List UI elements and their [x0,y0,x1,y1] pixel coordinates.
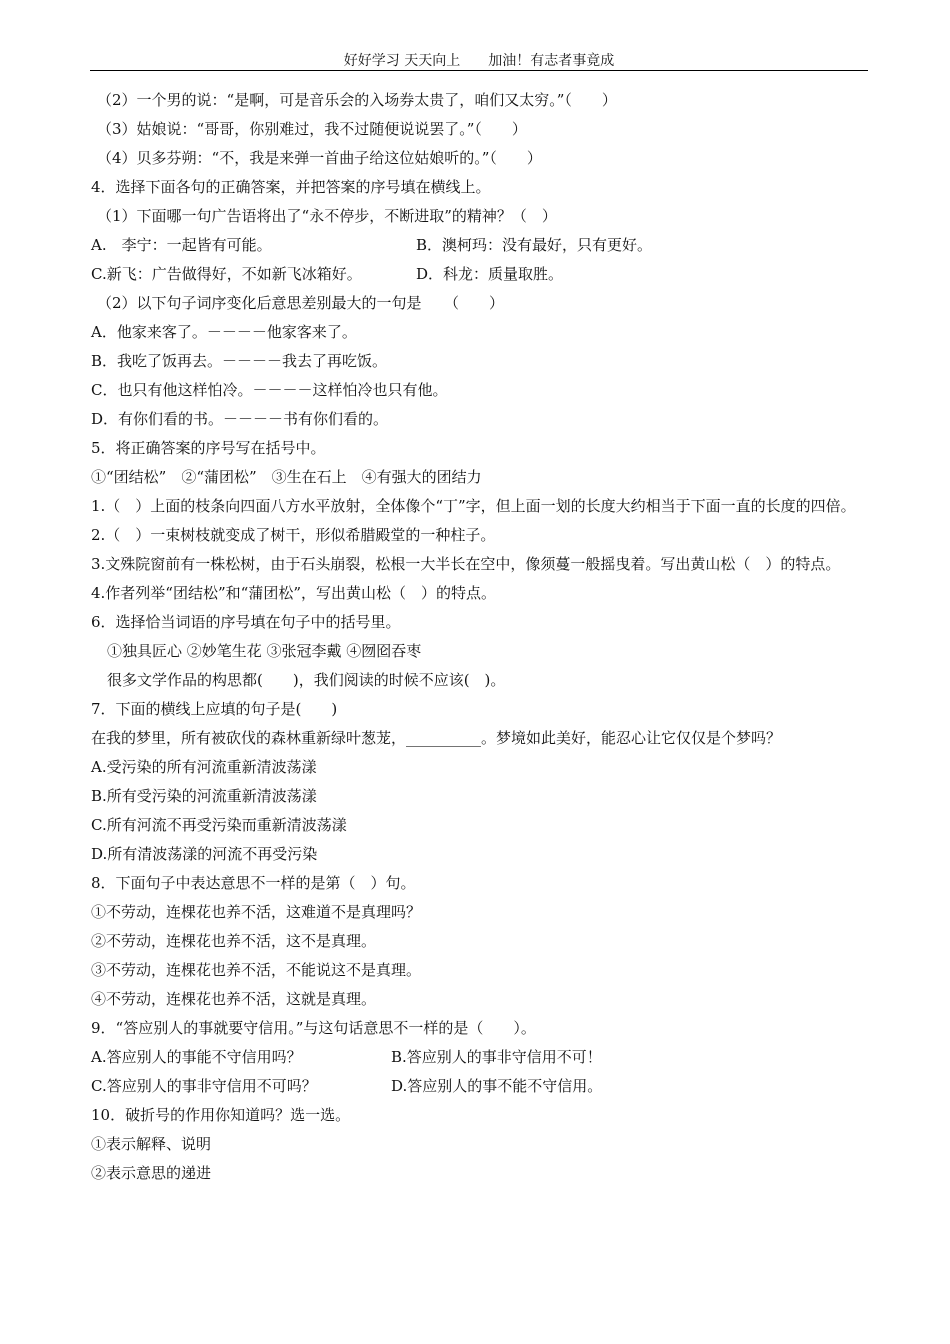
q7-option-c: C.所有河流不再受污染而重新清波荡漾 [91,816,347,834]
q9-option-c: C.答应别人的事非守信用不可吗？ [91,1077,317,1095]
q4-sub1: （1）下面哪一句广告语将出了“永不停步，不断进取”的精神？（ ） [97,207,557,225]
q4-sub2-option-a: A．他家来客了。－－－－他家客来了。 [91,323,357,341]
q9-options-ab [91,1043,869,1072]
option-c: C.新飞：广告做得好，不如新飞冰箱好。 [91,265,362,283]
q7-option-b: B.所有受污染的河流重新清波荡漾 [91,787,317,805]
q7-option-a: A.受污染的所有河流重新清波荡漾 [91,758,317,776]
q9-heading: 9．“答应别人的事就要守信用。”与这句话意思不一样的是（ ）。 [91,1019,536,1037]
q6-heading: 6．选择恰当词语的序号填在句子中的括号里。 [91,613,401,631]
q4-sub2-option-c: C．也只有他这样怕冷。－－－－这样怕冷也只有他。 [91,381,448,399]
q9-option-b: B.答应别人的事非守信用不可！ [391,1048,602,1066]
q8-sentence-4: ④不劳动，连棵花也养不活，这就是真理。 [91,990,377,1008]
header-text: 好好学习 天天向上 加油！有志者事竟成 [343,53,615,69]
q4-sub2: （2）以下句子词序变化后意思差别最大的一句是 （ ） [97,294,505,312]
option-a: A. 李宁：一起皆有可能。 [91,236,272,254]
q9-option-a: A.答应别人的事能不守信用吗？ [91,1048,302,1066]
q3-item-4: （4）贝多芬朔：“不，我是来弹一首曲子给这位姑娘听的。”（ ） [97,149,542,167]
q4-heading: 4．选择下面各句的正确答案，并把答案的序号填在横线上。 [91,178,491,196]
q5-choices: ①“团结松” ②“蒲团松” ③生在石上 ④有强大的团结力 [91,468,482,486]
option-d: D．科龙：质量取胜。 [416,265,564,283]
q9-option-d: D.答应别人的事不能不守信用。 [391,1077,603,1095]
q5-item-1: 1.（ ）上面的枝条向四面八方水平放射，全体像个“丁”字，但上面一划的长度大约相当于下面一直的长度的四倍。 [91,497,856,515]
option-b: B．澳柯玛：没有最好，只有更好。 [416,236,653,254]
q10-choice-1: ①表示解释、说明 [91,1135,212,1153]
q7-heading: 7．下面的横线上应填的句子是( ) [91,700,338,718]
q7-sentence: 在我的梦里，所有被砍伐的森林重新绿叶葱茏，__________。梦境如此美好，能忍心让它仅仅是个梦吗？ [91,729,782,747]
page-header [90,46,868,71]
q9-options-cd [91,1072,869,1101]
q5-item-4: 4.作者列举“团结松”和“蒲团松”，写出黄山松（ ）的特点。 [91,584,496,602]
q4-sub2-option-b: B．我吃了饭再去。－－－－我去了再吃饭。 [91,352,388,370]
q4-sub2-option-d: D．有你们看的书。－－－－书有你们看的。 [91,410,389,428]
q8-sentence-1: ①不劳动，连棵花也养不活，这难道不是真理吗？ [91,903,422,921]
q5-item-3: 3.文殊院窗前有一株松树，由于石头崩裂，松根一大半长在空中，像须蔓一般摇曳着。写出黄山松（ ）的特点。 [91,555,841,573]
q8-sentence-2: ②不劳动，连棵花也养不活，这不是真理。 [91,932,377,950]
q4-sub1-options-cd [91,260,869,289]
q8-heading: 8．下面句子中表达意思不一样的是第（ ）句。 [91,874,416,892]
q10-heading: 10．破折号的作用你知道吗？选一选。 [91,1106,351,1124]
q4-sub1-options-ab [91,231,869,260]
q6-choices: ①独具匠心 ②妙笔生花 ③张冠李戴 ④囫囵吞枣 [107,642,422,660]
q10-choice-2: ②表示意思的递进 [91,1164,212,1182]
q6-sentence: 很多文学作品的构思都( )，我们阅读的时候不应该( )。 [107,671,506,689]
q5-heading: 5．将正确答案的序号写在括号中。 [91,439,326,457]
q3-item-3: （3）姑娘说：“哥哥，你别难过，我不过随便说说罢了。”（ ） [97,120,527,138]
q3-item-2: （2）一个男的说：“是啊，可是音乐会的入场券太贵了，咱们又太穷。”（ ） [97,91,617,109]
q7-option-d: D.所有清波荡漾的河流不再受污染 [91,845,318,863]
q8-sentence-3: ③不劳动，连棵花也养不活，不能说这不是真理。 [91,961,422,979]
q5-item-2: 2.（ ）一束树枝就变成了树干，形似希腊殿堂的一种柱子。 [91,526,496,544]
worksheet-body [91,86,869,1188]
